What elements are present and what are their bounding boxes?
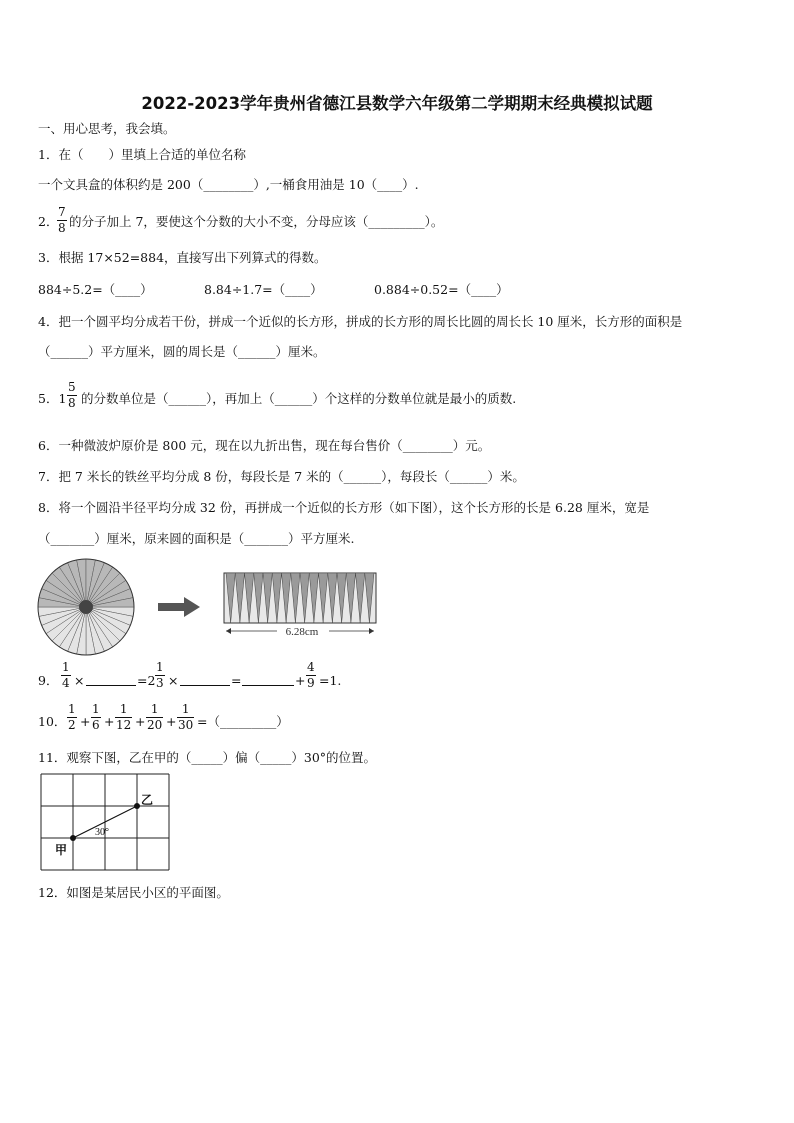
fraction-numerator: 1 [181, 702, 190, 716]
fraction-numerator: 4 [307, 660, 315, 674]
fraction-1-30 [177, 703, 194, 732]
point-jia [70, 835, 76, 841]
fraction-numerator: 1 [62, 660, 70, 674]
answer-blank [86, 673, 136, 690]
fraction-denominator: 9 [307, 676, 315, 690]
fraction-denominator: 6 [92, 718, 100, 732]
fraction-denominator: 8 [58, 221, 66, 235]
question-10-answer: =（_________） [197, 714, 289, 729]
label-yi: 乙 [141, 793, 154, 807]
question-7: 7．把 7 米长的铁丝平均分成 8 份，每段长是 7 米的（______），每段长（______）米。 [38, 469, 525, 484]
fraction-numerator: 7 [58, 205, 66, 219]
question-11-prompt: 11．观察下图，乙在甲的（_____）偏（_____）30°的位置。 [38, 750, 377, 765]
label-jia: 甲 [55, 843, 68, 857]
fraction-1-4 [61, 661, 71, 690]
fraction-denominator: 2 [68, 718, 76, 732]
question-2-text: 的分子加上 7，要使这个分数的大小不变，分母应该（_________）。 [69, 214, 444, 229]
question-8-line-1: 8．将一个圆沿半径平均分成 32 份，再拼成一个近似的长方形（如下图），这个长方形的长是 6.28 厘米，宽是 [38, 500, 650, 515]
plus-sign: + [104, 714, 115, 729]
sector-circle-figure [36, 557, 136, 657]
fraction-denominator: 4 [62, 676, 70, 690]
times-sign: × [168, 673, 179, 688]
question-3-prompt: 3．根据 17×52=884，直接写出下列算式的得数。 [38, 250, 327, 265]
question-12: 12．如图是某居民小区的平面图。 [38, 885, 229, 900]
dimension-arrow-left-icon [226, 628, 231, 634]
plus-sign: + [295, 673, 306, 688]
section-heading: 一、用心思考，我会填。 [38, 121, 176, 136]
plus-sign: + [135, 714, 146, 729]
question-4-line-1: 4．把一个圆平均分成若干份，拼成一个近似的长方形，拼成的长方形的周长比圆的周长长 10 厘米，长方形的面积是 [38, 314, 683, 329]
answer-blank [242, 673, 294, 690]
fraction-1-3 [155, 661, 165, 690]
fraction-1-6 [91, 703, 101, 732]
fraction-1-20 [146, 703, 163, 732]
fraction-denominator: 12 [116, 718, 132, 732]
question-1-line: 一个文具盒的体积约是 200（________）,一桶食用油是 10（____）. [38, 177, 419, 192]
question-10-number: 10． [38, 714, 67, 729]
fraction-denominator: 8 [68, 396, 76, 410]
fraction-denominator: 3 [156, 676, 164, 690]
length-label: 6.28cm [285, 626, 319, 638]
fraction-numerator: 1 [68, 702, 76, 716]
answer-blank [180, 673, 230, 690]
fraction-4-9 [306, 661, 316, 690]
question-3-item-a: 884÷5.2=（____） [38, 282, 153, 297]
dimension-arrow-right-icon [369, 628, 374, 634]
fraction-7-8 [57, 206, 67, 235]
fraction-1-12 [115, 703, 132, 732]
question-9-number: 9． [38, 673, 59, 688]
question-3-item-c: 0.884÷0.52=（____） [374, 282, 509, 297]
fraction-denominator: 20 [147, 718, 163, 732]
angle-label: 30° [95, 827, 109, 838]
fraction-1-2 [67, 703, 77, 732]
point-yi [134, 803, 140, 809]
circle-center [79, 600, 93, 614]
question-5-text: 的分数单位是（______），再加上（______）个这样的分数单位就是最小的质数. [81, 391, 517, 406]
rearranged-rectangle-figure [222, 571, 382, 641]
fraction-numerator: 1 [119, 702, 128, 716]
fraction-numerator: 1 [150, 702, 159, 716]
question-1-prompt: 1．在（ ）里填上合适的单位名称 [38, 147, 246, 162]
question-4-line-2: （______）平方厘米，圆的周长是（______）厘米。 [38, 344, 326, 359]
page-title: 2022-2023学年贵州省德江县数学六年级第二学期期末经典模拟试题 [141, 94, 653, 113]
fraction-numerator: 1 [156, 660, 164, 674]
right-arrow-icon [158, 597, 202, 617]
equals-one: =1. [319, 673, 342, 688]
question-3-item-b: 8.84÷1.7=（____） [204, 282, 323, 297]
equals-two: =2 [137, 673, 156, 688]
question-2-number: 2． [38, 214, 59, 229]
fraction-denominator: 30 [178, 718, 194, 732]
times-sign: × [74, 673, 85, 688]
fraction-numerator: 1 [92, 702, 100, 716]
fraction-numerator: 5 [68, 380, 76, 394]
grid-direction-figure [41, 774, 173, 874]
question-8-line-2: （_______）厘米，原来圆的面积是（_______）平方厘米. [38, 531, 355, 546]
plus-sign: + [166, 714, 177, 729]
plus-sign: + [80, 714, 91, 729]
equals-sign: = [231, 673, 242, 688]
question-6: 6．一种微波炉原价是 800 元，现在以九折出售，现在每台售价（________）元。 [38, 438, 491, 453]
question-5-number: 5．1 [38, 391, 67, 406]
fraction-5-8 [67, 381, 77, 410]
